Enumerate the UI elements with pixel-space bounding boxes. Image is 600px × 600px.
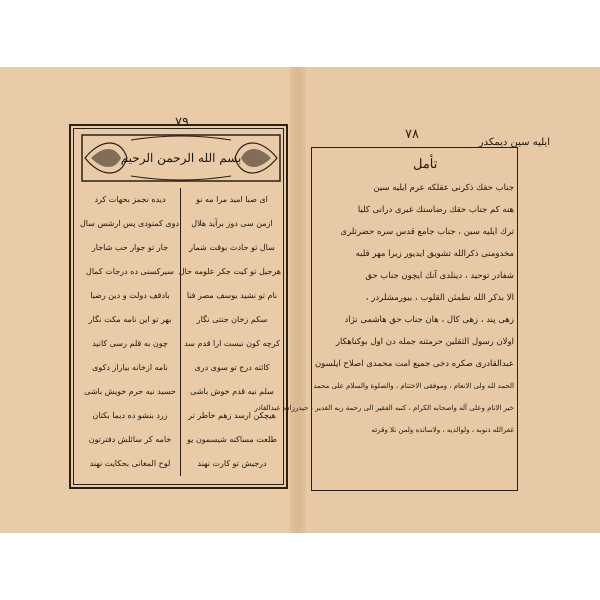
- column-divider: [180, 188, 181, 476]
- prose-line: اولان رسول الثقلین حرمتنه جمله دن اول بوکناهکار: [335, 337, 514, 347]
- ornament-icon: [81, 134, 281, 182]
- verse-line: لوح المغانی بحکایت نهند: [89, 459, 171, 468]
- verse-line: هیچکن ارسد زهم خاطر تر: [188, 411, 276, 420]
- verse-line: زرد بنشو ده دیما بکتان: [92, 411, 168, 420]
- verse-line: سیرکسنی ده درجات کمال: [86, 267, 174, 276]
- verse-columns: [81, 188, 281, 478]
- verse-column-right: [178, 188, 281, 476]
- verse-line: خامه کر سائلش دفترتون: [88, 435, 172, 444]
- verse-line: نامه ازخانه بیاراز دکوی: [92, 363, 168, 372]
- verse-line: حسید نیه حرم خویش باشی: [84, 387, 176, 396]
- verse-line: کرچه کون نیست ارا قدم سد: [184, 339, 280, 348]
- verse-column-left: [81, 188, 179, 476]
- prose-line: زهی پند ، زهی کال ، هان جناب حق هاشمی نژاد: [344, 315, 514, 325]
- left-page-frame: [69, 124, 288, 489]
- verse-line: دوی کمنودی پس ارشس سال: [79, 219, 179, 228]
- prose-line: عبدالقادری صکره دخی جمیع امت محمدی اصلاح ایلسون: [314, 359, 514, 369]
- book-spread: [0, 67, 600, 533]
- verse-line: دیده نجمز بحهات کرد: [94, 195, 166, 204]
- book-gutter: [290, 67, 306, 533]
- verse-line: هرجیل تو کیت جکر علومه حال: [178, 267, 281, 276]
- subheading: تأمل: [413, 157, 438, 172]
- right-page-number: ٧٨: [405, 127, 419, 142]
- left-page-number: ٧٩: [175, 115, 189, 130]
- prose-block: [254, 177, 514, 441]
- ornamental-banner: [81, 134, 281, 182]
- verse-line: نام تو نشید یوسف مصر فنا: [186, 291, 278, 300]
- prose-line: مخدومنی ذکرالله تشویق ایدیور زیرا مهر قلبه: [355, 249, 514, 259]
- bismillah-heading: بسم الله الرحمن الرحيم: [120, 151, 242, 165]
- prose-line: شفادر توحید ، دینلدی آنك ایچون جناب حق: [365, 271, 514, 281]
- verse-line: بهر تو این نامه مکت نگار: [88, 315, 172, 324]
- verse-line: بادقف دولت و دین رضیا: [90, 291, 170, 300]
- prose-line: جناب حقك ذکرنی عقلکه عرم ایلیه سین: [373, 183, 514, 193]
- verse-line: سال تو حادث بوقت شمار: [189, 243, 275, 252]
- verse-line: طلعت مساکنه شیسمون یو: [187, 435, 277, 444]
- prose-line: ترك ایلیه سین ، جناب جامع قدس سره حضرتلری: [340, 227, 514, 237]
- verse-line: کائنه درج تو سوی دری: [194, 363, 270, 372]
- verse-line: سلم نیه قدم خوش باشی: [190, 387, 274, 396]
- prose-line: الحمد لله ولی الانعام ، وموفقی الاختتام ، والصلوة والسلام علی محمد: [313, 382, 514, 390]
- verse-line: درجیش تو کارت نهند: [197, 459, 267, 468]
- prose-line: الا بذکر الله تطمئن القلوب ، بیورمشلردر ،: [365, 293, 514, 303]
- right-page-header: ایلیه سین دیمکدر: [478, 137, 550, 148]
- verse-line: چون به قلم رسی کانید: [92, 339, 168, 348]
- verse-line: جار تو جوار حب شاجار: [91, 243, 169, 252]
- verse-line: ای صبا امید مرا مه نو: [196, 195, 268, 204]
- prose-line: خیر الانام وعلی آله واصحابه الکرام ، کتبه الفقیر الی رحمة ربه القدیر ، حیدرزاده عبدالقادر: [254, 404, 514, 412]
- verse-line: سکم زخان جنتی نگار: [196, 315, 268, 324]
- verse-line: ازمن سی دوز برآید هلال: [191, 219, 273, 228]
- prose-line: هنه کم جناب حقك رضاسنك غیری درانی کلیا: [357, 205, 514, 215]
- prose-line: غفرالله ذنوبه ، ولوالدیه ، ولاساتذه ولمن تلا وقرئه: [371, 426, 514, 434]
